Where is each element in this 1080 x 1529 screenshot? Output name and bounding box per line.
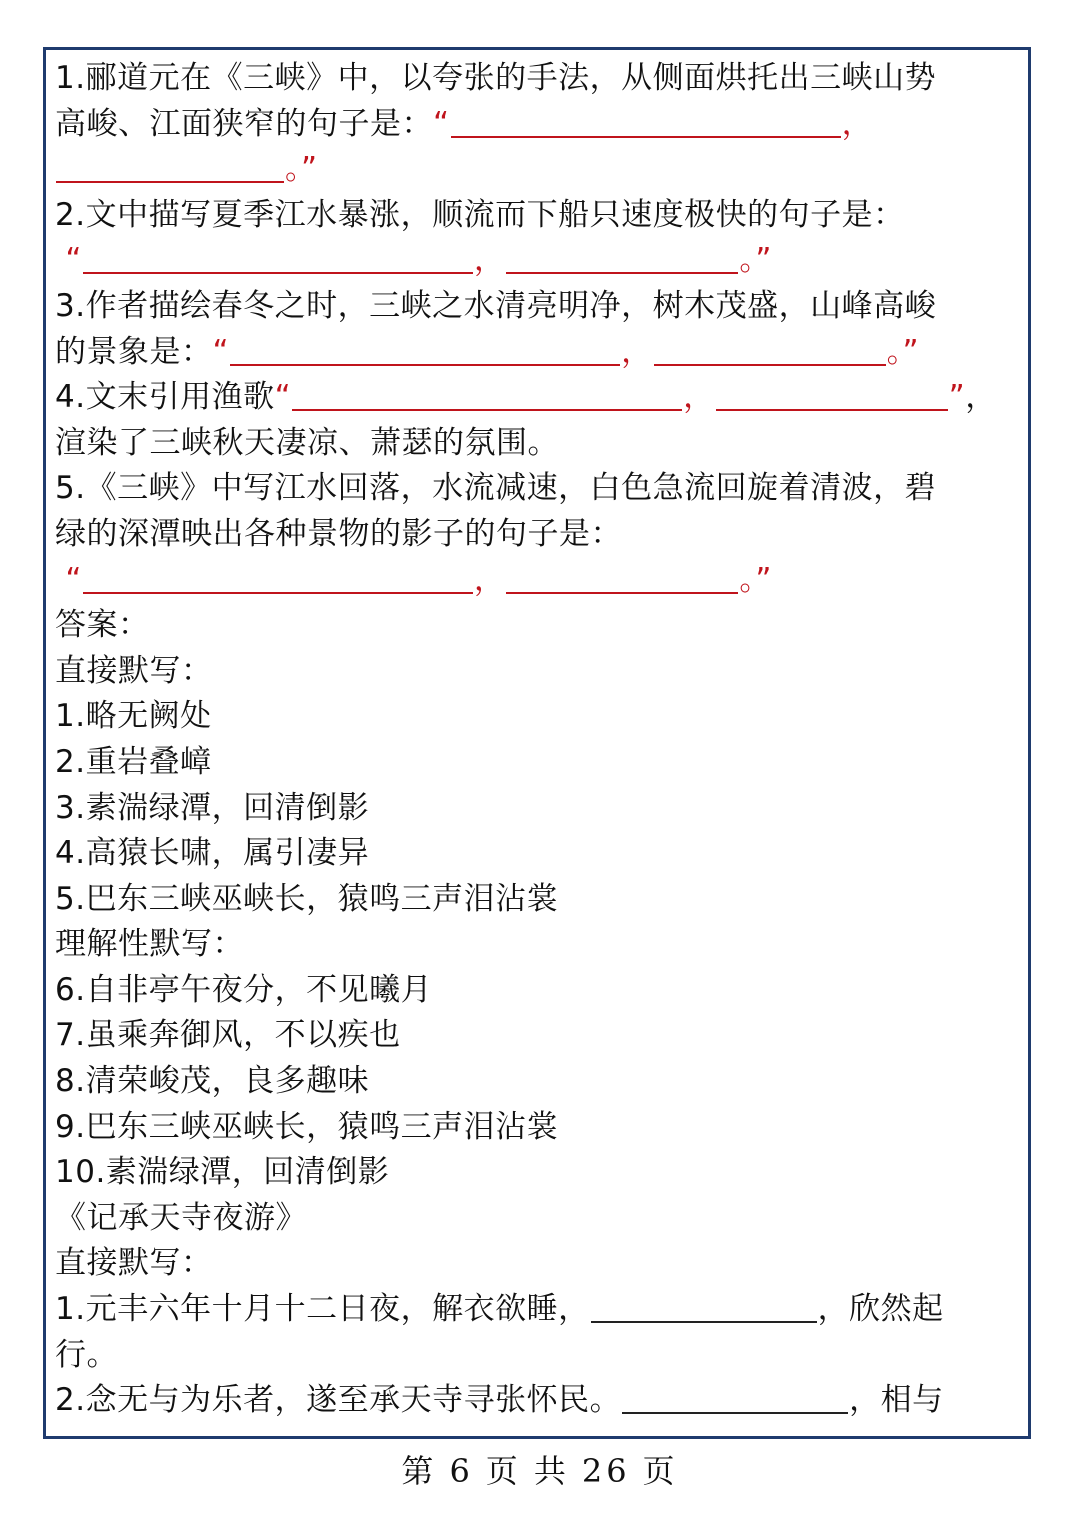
answer-item: 7.虽乘奔御风，不以疾也 [55, 1017, 401, 1054]
fill-blank[interactable] [654, 334, 886, 366]
question-text: 1.郦道元在《三峡》中，以夸张的手法，从侧面烘托出三峡山势 [55, 60, 937, 96]
fill-blank[interactable] [83, 242, 473, 274]
question-3-line-2 [55, 330, 1022, 376]
close-quote: ” [948, 379, 966, 416]
question-text: ，欣然起 [817, 1291, 944, 1328]
section-direct-heading: 直接默写： [55, 1245, 213, 1282]
understanding-heading: 理解性默写： [55, 926, 244, 963]
open-quote: “ [212, 333, 230, 370]
open-quote: “ [274, 379, 292, 416]
section-question-2-line-1 [55, 1378, 1022, 1424]
open-quote: “ [65, 242, 82, 279]
footer-text: 页 [642, 1452, 679, 1490]
question-text: ，相与 [849, 1382, 944, 1419]
footer-text: 第 [401, 1452, 438, 1490]
question-1-line-1 [55, 56, 1022, 102]
footer-text: 共 [533, 1452, 570, 1490]
answer-item: 6.自非亭午夜分，不见曦月 [55, 971, 433, 1008]
page-frame [43, 47, 1031, 1439]
answer-item: 3.素湍绿潭，回清倒影 [55, 789, 370, 826]
answer-item: 1.略无阙处 [55, 698, 212, 735]
open-quote: “ [433, 105, 450, 142]
question-4-line-2 [55, 421, 1022, 467]
question-2-line-2 [55, 238, 1022, 284]
question-text: 高峻、江面狭窄的句子是： [55, 105, 433, 142]
open-quote: “ [65, 561, 82, 598]
total-pages: 26 [581, 1452, 631, 1490]
answer-item: 8.清荣峻茂，良多趣味 [55, 1063, 370, 1100]
section-question-1-line-2: 行。 [55, 1336, 118, 1373]
question-text: 3.作者描绘春冬之时，三峡之水清亮明净，树木茂盛，山峰高峻 [55, 287, 937, 324]
comma: ， [841, 105, 874, 142]
document-content [55, 56, 1022, 1424]
comma: ， [621, 333, 653, 370]
question-text: 的景象是： [55, 333, 213, 370]
comma: ， [473, 561, 506, 598]
fill-blank[interactable] [716, 379, 948, 411]
fill-blank[interactable] [506, 562, 738, 594]
close-quote: 。” [886, 333, 920, 370]
direct-heading: 直接默写： [55, 652, 213, 689]
section-title: 《记承天寺夜游》 [55, 1199, 307, 1236]
answers-heading: 答案： [55, 607, 150, 644]
close-quote: 。” [285, 151, 318, 188]
question-1-line-3 [55, 147, 1022, 193]
question-text: 2.文中描写夏季江水暴涨，顺流而下船只速度极快的句子是： [55, 196, 905, 233]
question-5-line-3 [55, 558, 1022, 604]
page-number: 6 [449, 1452, 474, 1490]
footer-text: 页 [485, 1452, 522, 1490]
answer-item: 9.巴东三峡巫峡长，猿鸣三声泪沾裳 [55, 1108, 559, 1145]
fill-blank[interactable] [451, 106, 841, 138]
question-text: 2.念无与为乐者，遂至承天寺寻张怀民。 [55, 1382, 622, 1419]
question-4-line-1 [55, 375, 1022, 421]
fill-blank[interactable] [83, 562, 473, 594]
answer-item: 2.重岩叠嶂 [55, 743, 212, 780]
question-2-line-1 [55, 193, 1022, 239]
fill-blank[interactable] [622, 1382, 848, 1414]
close-quote: 。” [739, 242, 772, 279]
question-3-line-1 [55, 284, 1022, 330]
fill-blank[interactable] [230, 334, 620, 366]
fill-blank[interactable] [56, 151, 284, 183]
fill-blank[interactable] [506, 242, 738, 274]
fill-blank[interactable] [591, 1291, 817, 1323]
question-5-line-2 [55, 512, 1022, 558]
question-text: 4.文末引用渔歌 [55, 379, 275, 416]
close-quote: 。” [739, 561, 772, 598]
answer-item: 4.高猿长啸，属引凄异 [55, 835, 370, 872]
answer-item: 10.素湍绿潭，回清倒影 [55, 1154, 390, 1191]
question-1-line-2 [55, 102, 1022, 148]
answer-item: 5.巴东三峡巫峡长，猿鸣三声泪沾裳 [55, 880, 559, 917]
question-text: 渲染了三峡秋天凄凉、萧瑟的氛围。 [55, 424, 559, 461]
fill-blank[interactable] [292, 379, 682, 411]
comma: ， [683, 379, 715, 416]
comma: ， [473, 242, 506, 279]
question-text: 1.元丰六年十月十二日夜，解衣欲睡， [55, 1291, 590, 1328]
section-question-1-line-1 [55, 1287, 1022, 1333]
question-5-line-1 [55, 466, 1022, 512]
question-text: 绿的深潭映出各种景物的影子的句子是： [55, 515, 622, 552]
comma: ， [965, 379, 997, 416]
question-text: 5.《三峡》中写江水回落，水流减速，白色急流回旋着清波，碧 [55, 470, 937, 507]
page-footer [0, 1446, 1080, 1492]
